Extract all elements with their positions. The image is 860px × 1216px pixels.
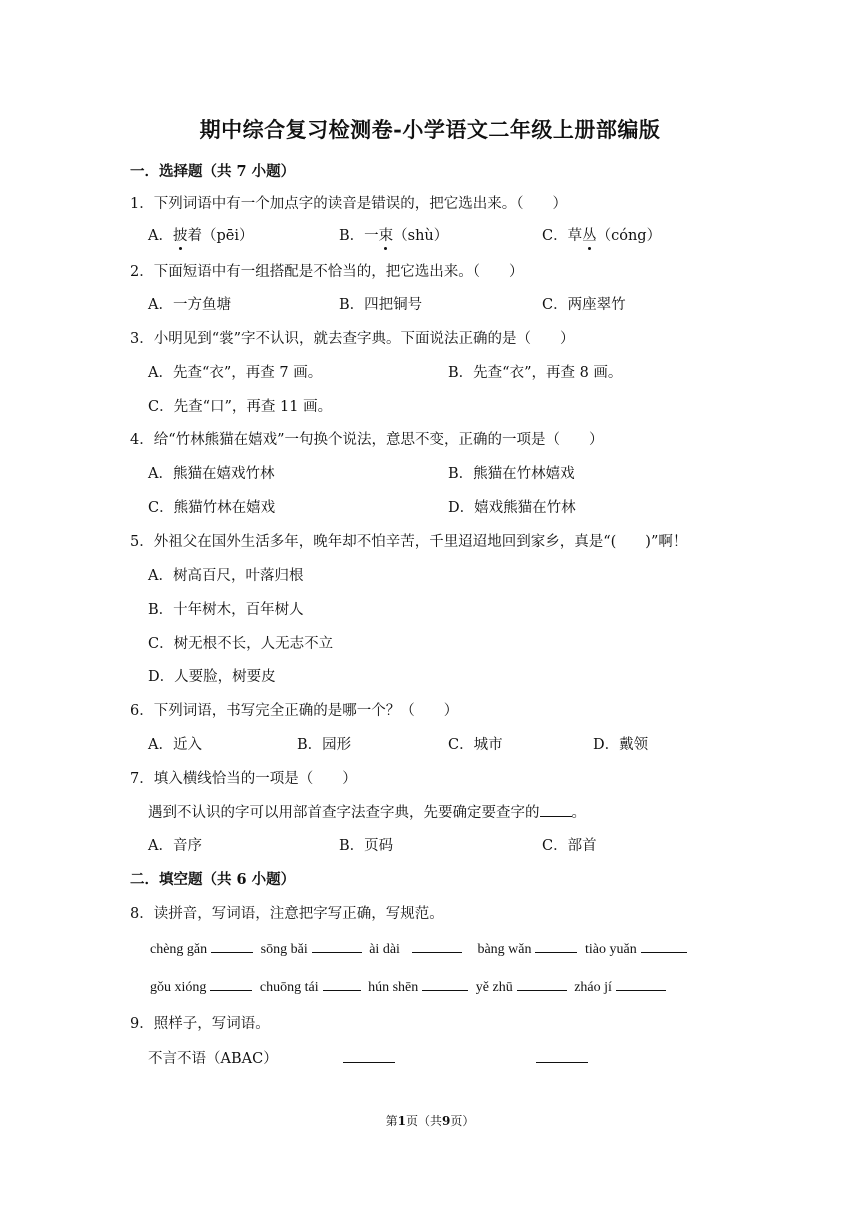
question-7-option-b: B．页码 bbox=[339, 838, 394, 854]
question-7-sentence: 遇到不认识的字可以用部首查字法查字典，先要确定要查字的 。 bbox=[148, 801, 586, 822]
answer-blank bbox=[536, 1048, 588, 1063]
emphasis-dot-char: 束 bbox=[379, 224, 394, 245]
question-4-stem: 4．给“竹林熊猫在嬉戏”一句换个说法，意思不变，正确的一项是（ ） bbox=[130, 432, 604, 448]
question-4-option-b: B．熊猫在竹林嬉戏 bbox=[448, 466, 575, 482]
answer-blank bbox=[210, 976, 252, 991]
pinyin-row-1 bbox=[150, 938, 691, 958]
emphasis-dot-char: 丛 bbox=[582, 224, 597, 245]
answer-blank bbox=[343, 1048, 395, 1063]
question-6-option-c: C．城市 bbox=[448, 737, 503, 753]
answer-blank bbox=[616, 976, 666, 991]
question-3-stem: 3．小明见到“裳”字不认识，就去查字典。下面说法正确的是（ ） bbox=[130, 331, 575, 347]
question-3-option-c: C．先查“口”，再查 11 画。 bbox=[148, 399, 333, 415]
pinyin-item: zháo jí bbox=[574, 980, 612, 995]
page-title: 期中综合复习检测卷-小学语文二年级上册部编版 bbox=[199, 117, 661, 142]
page-footer: 第1页（共9页） bbox=[385, 1114, 475, 1128]
question-2-option-a: A．一方鱼塘 bbox=[148, 297, 231, 313]
question-2-option-c: C．两座翠竹 bbox=[542, 297, 626, 313]
pinyin-item: ài dài bbox=[369, 942, 400, 957]
question-2-option-b: B．四把铜号 bbox=[339, 297, 423, 313]
question-1-option-a: A．披着（pēi） bbox=[148, 224, 254, 245]
pinyin-item: chèng gǎn bbox=[150, 942, 208, 957]
answer-blank bbox=[412, 938, 462, 953]
question-5-stem: 5．外祖父在国外生活多年，晚年却不怕辛苦，千里迢迢地回到家乡，真是“( )”啊！ bbox=[130, 534, 688, 550]
question-3-option-a: A．先查“衣”，再查 7 画。 bbox=[148, 365, 323, 381]
question-4-option-d: D．嬉戏熊猫在竹林 bbox=[448, 500, 576, 516]
question-9-example: 不言不语（ABAC） bbox=[148, 1051, 278, 1067]
current-page-number: 1 bbox=[397, 1114, 406, 1128]
question-9-stem: 9．照样子，写词语。 bbox=[130, 1016, 270, 1032]
question-5-option-d: D．人要脸，树要皮 bbox=[148, 669, 276, 685]
pinyin-item: bàng wǎn bbox=[477, 942, 532, 957]
pinyin-item: yě zhū bbox=[475, 980, 513, 995]
answer-blank bbox=[641, 938, 687, 953]
question-2-stem: 2．下面短语中有一组搭配是不恰当的，把它选出来。（ ） bbox=[130, 264, 524, 280]
answer-blank bbox=[535, 938, 577, 953]
pinyin-item: hún shēn bbox=[368, 980, 419, 995]
section-heading-fill: 二．填空题（共 6 小题） bbox=[130, 871, 296, 888]
question-3-option-b: B．先查“衣”，再查 8 画。 bbox=[448, 365, 623, 381]
question-1-stem: 1．下列词语中有一个加点字的读音是错误的，把它选出来。（ ） bbox=[130, 196, 567, 212]
pinyin-item: sōng bǎi bbox=[260, 942, 308, 957]
question-4-option-c: C．熊猫竹林在嬉戏 bbox=[148, 500, 276, 516]
question-1-option-b: B．一束（shù） bbox=[339, 224, 448, 245]
question-1-option-c: C．草丛（cóng） bbox=[542, 224, 661, 245]
answer-blank bbox=[211, 938, 253, 953]
question-5-option-b: B．十年树木，百年树人 bbox=[148, 602, 304, 618]
emphasis-dot-char: 披 bbox=[173, 224, 188, 245]
answer-blank bbox=[323, 976, 361, 991]
pinyin-row-2 bbox=[150, 976, 670, 996]
question-6-option-d: D．戴领 bbox=[593, 737, 649, 753]
question-6-stem: 6．下列词语，书写完全正确的是哪一个？（ ） bbox=[130, 703, 459, 719]
total-page-number: 9 bbox=[442, 1114, 451, 1128]
answer-blank bbox=[422, 976, 468, 991]
question-6-option-b: B．园形 bbox=[297, 737, 352, 753]
pinyin-item: gǒu xióng bbox=[150, 980, 207, 995]
question-8-stem: 8．读拼音，写词语，注意把字写正确，写规范。 bbox=[130, 906, 444, 922]
question-5-option-c: C．树无根不长，人无志不立 bbox=[148, 636, 334, 652]
question-7-stem: 7．填入横线恰当的一项是（ ） bbox=[130, 771, 357, 787]
pinyin-item: tiào yuǎn bbox=[584, 942, 637, 957]
question-7-option-c: C．部首 bbox=[542, 838, 597, 854]
question-6-option-a: A．近入 bbox=[148, 737, 202, 753]
question-4-option-a: A．熊猫在嬉戏竹林 bbox=[148, 466, 275, 482]
pinyin-item: chuōng tái bbox=[259, 980, 319, 995]
answer-blank bbox=[540, 802, 572, 817]
answer-blank bbox=[312, 938, 362, 953]
question-7-option-a: A．音序 bbox=[148, 838, 202, 854]
section-heading-choice: 一．选择题（共 7 小题） bbox=[130, 163, 296, 180]
answer-blank bbox=[517, 976, 567, 991]
question-5-option-a: A．树高百尺，叶落归根 bbox=[148, 568, 304, 584]
